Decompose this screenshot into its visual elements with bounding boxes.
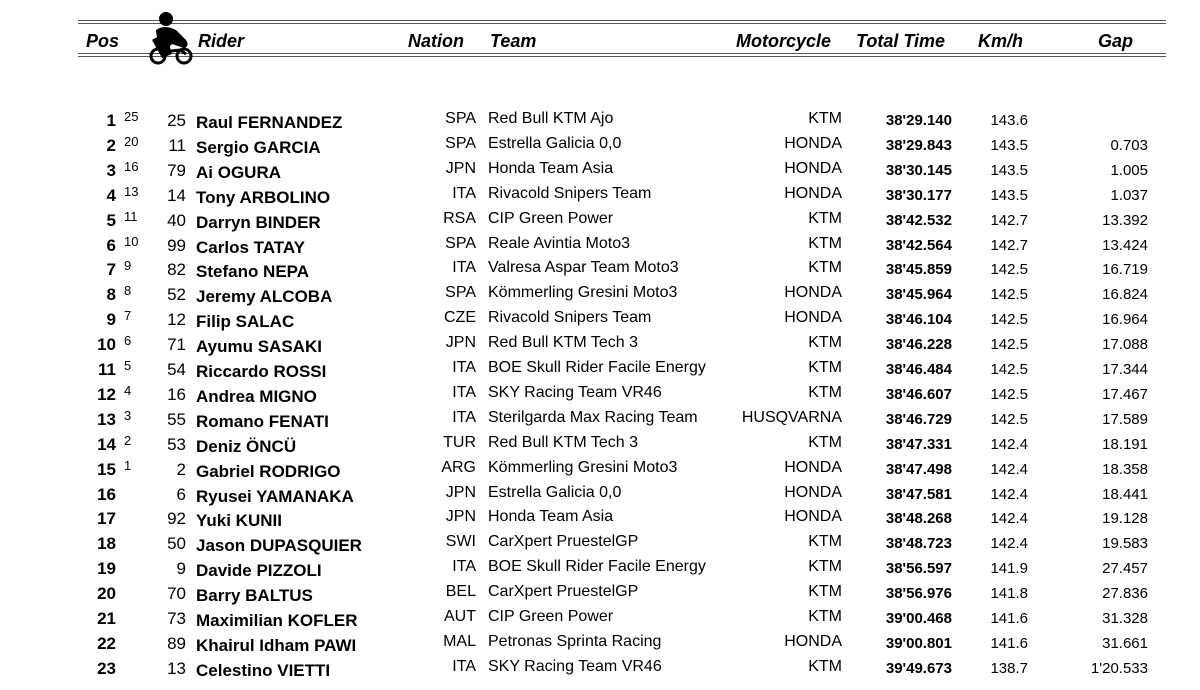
cell-rider-name: Jeremy ALCOBA <box>196 287 333 307</box>
cell-position: 15 <box>97 459 116 479</box>
cell-speed-kmh: 142.5 <box>990 311 1028 329</box>
cell-team: Estrella Galicia 0,0 <box>488 134 622 152</box>
cell-motorcycle: HONDA <box>784 184 842 202</box>
cell-motorcycle: KTM <box>808 334 842 352</box>
cell-team: Honda Team Asia <box>488 508 614 526</box>
cell-rider-number: 99 <box>167 235 186 255</box>
cell-team: Estrella Galicia 0,0 <box>488 483 622 501</box>
cell-total-time: 38'46.729 <box>885 410 952 428</box>
cell-rider-number: 92 <box>167 509 186 529</box>
cell-rider-name: Ai OGURA <box>196 162 281 182</box>
cell-nation: SPA <box>445 284 476 302</box>
cell-motorcycle: KTM <box>808 209 842 227</box>
cell-total-time: 38'47.581 <box>885 485 952 503</box>
cell-rider-number: 70 <box>167 584 186 604</box>
cell-rider-name: Celestino VIETTI <box>196 660 331 680</box>
cell-motorcycle: HONDA <box>784 632 842 650</box>
table-row <box>0 108 1200 133</box>
cell-gap: 17.344 <box>1102 361 1148 378</box>
cell-motorcycle: HONDA <box>784 508 842 526</box>
cell-team: Petronas Sprinta Racing <box>488 632 662 650</box>
header-rule-bottom-1 <box>78 53 1166 54</box>
cell-nation: ARG <box>441 458 476 476</box>
cell-rider-name: Romano FENATI <box>196 411 329 431</box>
table-row <box>0 581 1200 606</box>
table-row <box>0 233 1200 258</box>
cell-position: 16 <box>97 484 116 504</box>
cell-gap: 1'20.533 <box>1090 659 1148 677</box>
table-row <box>0 282 1200 307</box>
header-gap: Gap <box>1098 31 1134 51</box>
cell-position: 21 <box>97 609 116 628</box>
cell-rider-number: 79 <box>167 160 186 180</box>
cell-total-time: 38'48.268 <box>885 510 952 528</box>
header-team: Team <box>490 31 537 51</box>
cell-speed-kmh: 141.9 <box>990 560 1028 578</box>
motorcycle-rider-icon <box>146 10 194 66</box>
cell-gap: 0.703 <box>1110 136 1148 154</box>
cell-points: 20 <box>124 133 139 149</box>
cell-points: 16 <box>124 158 139 174</box>
cell-speed-kmh: 142.4 <box>990 535 1028 553</box>
cell-team: Reale Avintia Moto3 <box>488 234 631 252</box>
table-row <box>0 307 1200 332</box>
cell-total-time: 38'46.104 <box>885 311 952 329</box>
cell-motorcycle: HONDA <box>784 309 842 327</box>
cell-total-time: 38'30.145 <box>885 161 952 179</box>
cell-motorcycle: HONDA <box>784 159 842 177</box>
cell-rider-number: 50 <box>167 534 186 554</box>
cell-total-time: 38'56.597 <box>885 560 952 578</box>
cell-rider-number: 11 <box>168 135 186 155</box>
cell-rider-name: Stefano NEPA <box>196 262 310 282</box>
cell-rider-name: Jason DUPASQUIER <box>196 536 362 556</box>
cell-rider-name: Sergio GARCIA <box>196 137 321 157</box>
cell-team: Rivacold Snipers Team <box>488 184 652 202</box>
cell-speed-kmh: 142.5 <box>990 261 1028 279</box>
cell-motorcycle: KTM <box>808 608 842 625</box>
table-row <box>0 382 1200 407</box>
cell-gap: 17.467 <box>1102 385 1148 403</box>
cell-team: BOE Skull Rider Facile Energy <box>488 558 706 576</box>
cell-rider-number: 12 <box>167 310 186 330</box>
cell-points: 25 <box>124 109 139 124</box>
cell-rider-name: Deniz ÖNCÜ <box>196 436 297 456</box>
cell-position: 7 <box>106 260 116 280</box>
cell-nation: ITA <box>452 383 476 401</box>
cell-team: Red Bull KTM Tech 3 <box>488 334 638 352</box>
cell-position: 23 <box>97 658 116 678</box>
cell-gap: 16.964 <box>1102 311 1148 329</box>
cell-speed-kmh: 143.6 <box>990 112 1028 129</box>
cell-rider-name: Ayumu SASAKI <box>196 337 322 357</box>
cell-position: 22 <box>97 633 116 653</box>
cell-nation: JPN <box>445 159 476 177</box>
cell-gap: 19.583 <box>1102 535 1148 553</box>
table-row <box>0 432 1200 457</box>
cell-gap: 17.589 <box>1102 410 1148 428</box>
cell-team: SKY Racing Team VR46 <box>488 383 662 401</box>
cell-position: 10 <box>97 335 116 355</box>
cell-nation: ITA <box>452 359 476 376</box>
cell-rider-number: 40 <box>167 210 186 230</box>
cell-rider-number: 14 <box>167 185 186 205</box>
cell-rider-number: 71 <box>167 335 186 355</box>
cell-points: 13 <box>124 183 139 199</box>
cell-team: CarXpert PruestelGP <box>488 583 639 601</box>
cell-motorcycle: HUSQVARNA <box>741 408 842 426</box>
cell-team: SKY Racing Team VR46 <box>488 657 662 675</box>
table-row <box>0 183 1200 208</box>
cell-position: 4 <box>106 185 116 205</box>
cell-gap: 27.457 <box>1102 560 1148 578</box>
cell-speed-kmh: 142.4 <box>990 510 1028 528</box>
cell-points: 11 <box>124 208 138 224</box>
cell-nation: CZE <box>444 309 476 327</box>
cell-points: 7 <box>124 308 132 324</box>
cell-rider-name: Raul FERNANDEZ <box>196 113 343 132</box>
cell-team: Kömmerling Gresini Moto3 <box>488 458 678 476</box>
cell-rider-number: 53 <box>167 434 186 454</box>
cell-speed-kmh: 142.5 <box>990 336 1028 354</box>
cell-rider-number: 82 <box>167 260 186 280</box>
table-row <box>0 407 1200 432</box>
cell-nation: ITA <box>452 408 476 426</box>
cell-gap: 16.824 <box>1102 286 1148 304</box>
cell-total-time: 39'00.468 <box>885 610 952 627</box>
cell-rider-number: 54 <box>167 360 186 379</box>
cell-team: Honda Team Asia <box>488 159 614 177</box>
cell-position: 12 <box>97 384 116 404</box>
table-row <box>0 133 1200 158</box>
cell-motorcycle: KTM <box>808 583 842 601</box>
table-row <box>0 482 1200 507</box>
cell-rider-number: 13 <box>167 658 186 678</box>
cell-speed-kmh: 142.7 <box>990 211 1028 229</box>
cell-motorcycle: HONDA <box>784 134 842 152</box>
cell-rider-name: Darryn BINDER <box>196 212 321 232</box>
cell-position: 13 <box>97 409 116 429</box>
cell-motorcycle: HONDA <box>784 483 842 501</box>
cell-rider-number: 16 <box>167 384 186 404</box>
cell-total-time: 38'48.723 <box>885 535 952 553</box>
header-nation: Nation <box>408 31 464 51</box>
cell-team: Kömmerling Gresini Moto3 <box>488 284 678 302</box>
cell-total-time: 38'47.498 <box>885 460 952 478</box>
cell-total-time: 39'49.673 <box>885 659 952 677</box>
cell-team: Red Bull KTM Tech 3 <box>488 433 638 451</box>
cell-total-time: 38'42.564 <box>885 236 952 254</box>
cell-total-time: 38'29.843 <box>885 136 952 154</box>
cell-team: Red Bull KTM Ajo <box>488 110 614 127</box>
cell-gap: 1.005 <box>1110 161 1148 179</box>
table-row <box>0 656 1200 681</box>
cell-motorcycle: KTM <box>808 234 842 252</box>
cell-gap: 31.661 <box>1102 634 1148 652</box>
cell-rider-name: Carlos TATAY <box>196 237 305 257</box>
cell-gap: 16.719 <box>1102 261 1148 279</box>
cell-points: 9 <box>124 258 132 274</box>
cell-points: 2 <box>124 432 132 448</box>
cell-speed-kmh: 141.8 <box>990 585 1028 603</box>
table-row <box>0 556 1200 581</box>
cell-total-time: 38'45.859 <box>885 261 952 279</box>
cell-position: 19 <box>97 559 116 579</box>
cell-total-time: 38'46.228 <box>885 336 952 354</box>
cell-total-time: 38'45.964 <box>885 286 952 304</box>
cell-motorcycle: KTM <box>808 383 842 401</box>
cell-team: Valresa Aspar Team Moto3 <box>488 259 679 277</box>
cell-team: CIP Green Power <box>488 209 614 227</box>
cell-position: 1 <box>106 111 116 130</box>
cell-gap: 18.191 <box>1102 435 1148 453</box>
cell-nation: JPN <box>445 334 476 352</box>
cell-rider-name: Tony ARBOLINO <box>196 187 331 207</box>
cell-position: 6 <box>106 235 116 255</box>
cell-gap: 18.358 <box>1102 460 1148 478</box>
cell-total-time: 38'56.976 <box>885 585 952 603</box>
cell-team: CIP Green Power <box>488 608 614 625</box>
cell-total-time: 38'46.484 <box>885 361 952 378</box>
cell-speed-kmh: 142.5 <box>990 385 1028 403</box>
cell-speed-kmh: 142.5 <box>990 361 1028 378</box>
cell-nation: JPN <box>445 483 476 501</box>
cell-nation: SWI <box>445 533 476 551</box>
cell-points: 5 <box>124 358 132 373</box>
cell-rider-name: Davide PIZZOLI <box>196 561 322 581</box>
cell-rider-name: Khairul Idham PAWI <box>196 635 357 655</box>
cell-motorcycle: KTM <box>808 110 842 127</box>
cell-rider-number: 89 <box>167 633 186 653</box>
cell-rider-number: 73 <box>167 609 186 628</box>
cell-points: 8 <box>124 283 132 299</box>
cell-position: 9 <box>106 310 116 330</box>
cell-speed-kmh: 143.5 <box>990 161 1028 179</box>
cell-nation: SPA <box>445 234 476 252</box>
cell-points: 10 <box>124 233 139 249</box>
cell-rider-number: 25 <box>167 111 186 130</box>
cell-nation: SPA <box>445 110 476 127</box>
cell-gap: 13.392 <box>1102 211 1148 229</box>
cell-total-time: 38'46.607 <box>885 385 952 403</box>
cell-rider-name: Andrea MIGNO <box>196 386 317 406</box>
cell-speed-kmh: 143.5 <box>990 186 1028 204</box>
cell-speed-kmh: 142.5 <box>990 286 1028 304</box>
cell-nation: SPA <box>445 134 476 152</box>
cell-gap: 13.424 <box>1102 236 1148 254</box>
cell-nation: MAL <box>443 632 476 650</box>
header-rule-top-1 <box>78 20 1166 21</box>
cell-rider-name: Maximilian KOFLER <box>196 611 358 630</box>
cell-rider-name: Gabriel RODRIGO <box>196 461 341 481</box>
cell-rider-name: Yuki KUNII <box>196 511 282 531</box>
cell-position: 2 <box>106 135 116 155</box>
header-total-time: Total Time <box>856 31 946 51</box>
cell-speed-kmh: 142.7 <box>990 236 1028 254</box>
cell-motorcycle: KTM <box>808 433 842 451</box>
cell-nation: JPN <box>445 508 476 526</box>
cell-rider-name: Ryusei YAMANAKA <box>196 486 354 506</box>
table-row <box>0 531 1200 556</box>
cell-motorcycle: KTM <box>808 533 842 551</box>
cell-gap: 31.328 <box>1102 610 1148 627</box>
cell-motorcycle: KTM <box>808 359 842 376</box>
cell-speed-kmh: 143.5 <box>990 136 1028 154</box>
cell-motorcycle: KTM <box>808 657 842 675</box>
header-rider: Rider <box>198 31 245 51</box>
cell-rider-number: 6 <box>176 484 186 504</box>
cell-nation: ITA <box>452 259 476 277</box>
header-rule-top-2 <box>78 23 1166 24</box>
cell-gap: 1.037 <box>1110 186 1148 204</box>
cell-gap: 17.088 <box>1102 336 1148 354</box>
cell-nation: BEL <box>445 583 476 601</box>
cell-position: 3 <box>106 160 116 180</box>
cell-speed-kmh: 141.6 <box>990 610 1028 627</box>
cell-total-time: 38'30.177 <box>885 186 952 204</box>
cell-position: 20 <box>97 584 116 604</box>
cell-speed-kmh: 141.6 <box>990 634 1028 652</box>
cell-team: Rivacold Snipers Team <box>488 309 652 327</box>
cell-total-time: 38'47.331 <box>885 435 952 453</box>
cell-motorcycle: HONDA <box>784 458 842 476</box>
table-row <box>0 606 1200 631</box>
cell-rider-number: 9 <box>176 559 186 579</box>
table-row <box>0 506 1200 531</box>
cell-points: 4 <box>124 382 132 398</box>
table-row <box>0 257 1200 282</box>
cell-rider-name: Riccardo ROSSI <box>196 362 327 381</box>
cell-motorcycle: HONDA <box>784 284 842 302</box>
header-pos: Pos <box>86 31 120 51</box>
cell-rider-number: 2 <box>176 459 186 479</box>
cell-gap: 19.128 <box>1102 510 1148 528</box>
cell-nation: ITA <box>452 558 476 576</box>
cell-speed-kmh: 142.5 <box>990 410 1028 428</box>
cell-team: Sterilgarda Max Racing Team <box>488 408 698 426</box>
cell-team: BOE Skull Rider Facile Energy <box>488 359 706 376</box>
cell-position: 8 <box>106 285 116 305</box>
table-row <box>0 457 1200 482</box>
cell-motorcycle: KTM <box>808 558 842 576</box>
cell-nation: TUR <box>443 433 476 451</box>
cell-gap: 27.836 <box>1102 585 1148 603</box>
cell-nation: ITA <box>452 184 476 202</box>
cell-position: 18 <box>97 534 116 554</box>
cell-points: 6 <box>124 333 132 349</box>
cell-rider-name: Filip SALAC <box>196 312 295 332</box>
cell-points: 1 <box>124 457 132 473</box>
cell-rider-name: Barry BALTUS <box>196 586 313 606</box>
cell-total-time: 38'42.532 <box>885 211 952 229</box>
cell-rider-number: 55 <box>167 409 186 429</box>
cell-gap: 18.441 <box>1102 485 1148 503</box>
cell-rider-number: 52 <box>167 285 186 305</box>
header-motorcycle: Motorcycle <box>736 31 832 51</box>
cell-speed-kmh: 142.4 <box>990 485 1028 503</box>
cell-nation: RSA <box>443 209 476 227</box>
table-row <box>0 158 1200 183</box>
cell-total-time: 38'29.140 <box>885 112 952 129</box>
header-kmh: Km/h <box>978 31 1023 51</box>
cell-nation: AUT <box>444 608 476 625</box>
cell-motorcycle: KTM <box>808 259 842 277</box>
cell-position: 17 <box>97 509 116 529</box>
cell-speed-kmh: 138.7 <box>990 659 1028 677</box>
cell-points: 3 <box>124 407 132 423</box>
cell-position: 11 <box>98 360 116 379</box>
table-row <box>0 208 1200 233</box>
cell-nation: ITA <box>452 657 476 675</box>
cell-position: 14 <box>97 434 116 454</box>
cell-total-time: 39'00.801 <box>885 634 952 652</box>
table-row <box>0 357 1200 382</box>
cell-position: 5 <box>106 210 116 230</box>
header-rule-bottom-2 <box>78 56 1166 57</box>
cell-speed-kmh: 142.4 <box>990 435 1028 453</box>
cell-team: CarXpert PruestelGP <box>488 533 639 551</box>
table-row <box>0 631 1200 656</box>
cell-speed-kmh: 142.4 <box>990 460 1028 478</box>
table-row <box>0 332 1200 357</box>
